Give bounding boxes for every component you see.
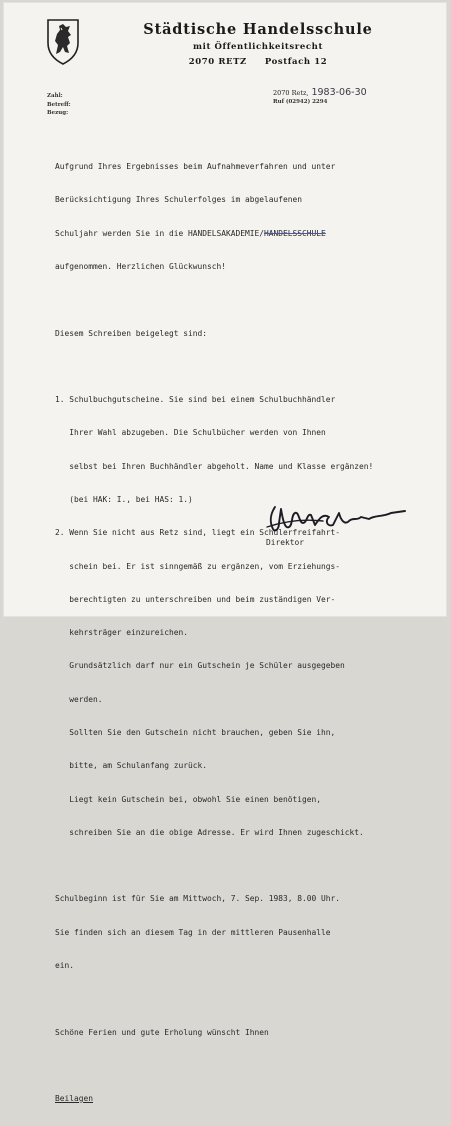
list-item-line: Ihrer Wahl abzugeben. Die Schulbücher werden von Ihnen [55,428,326,438]
list-item-line: Liegt kein Gutschein bei, obwohl Sie einen benötigen, [55,794,322,804]
signature-icon [265,499,415,537]
list-item-line: bitte, am Schulanfang zurück. [55,761,208,771]
body-line: Berücksichtigung Ihres Schulerfolges im abgelaufenen [55,195,303,205]
city-coat-of-arms-icon [47,19,79,65]
body-line [55,228,435,239]
body-line: Aufgrund Ihres Ergebnisses beim Aufnahmeverfahren und unter [55,162,336,172]
school-subtitle: mit Öffentlichkeitsrecht [193,42,323,52]
date-line [273,87,367,98]
signer-title: Direktor [266,538,305,547]
list-item-line: schein bei. Er ist sinngemäß zu ergänzen, vom Erziehungs- [55,561,341,571]
list-item-line: Sollten Sie den Gutschein nicht brauchen, geben Sie ihn, [55,727,336,737]
body-text: Schuljahr werden Sie in die HANDELSAKADEMIE/ [55,228,265,238]
closing-line: Schöne Ferien und gute Erholung wünscht Ihnen [55,1027,269,1037]
letter-body [55,139,435,1126]
school-address [103,57,413,67]
list-item-line: kehrsträger einzureichen. [55,628,189,638]
bezug-label: Bezug: [47,110,69,116]
body-line: aufgenommen. Herzlichen Glückwunsch! [55,262,227,272]
zahl-label: Zahl: [47,93,63,99]
address-box: Postfach 12 [264,57,328,67]
list-item-line: werden. [55,694,103,704]
letter-page [3,2,447,1104]
struck-out-text: HANDELSSCHULE [264,228,326,238]
list-item-line: schreiben Sie an die obige Adresse. Er wird Ihnen zugeschickt. [55,827,364,837]
list-item-line: selbst bei Ihren Buchhändler abgeholt. Name und Klasse ergänzen! [55,461,374,471]
list-item-line: 1. Schulbuchgutscheine. Sie sind bei einem Schulbuchhändler [55,395,336,405]
school-name: Städtische Handelsschule [143,21,373,38]
address-city: 2070 RETZ [188,57,247,67]
body-line: ein. [55,960,75,970]
list-item-line: berechtigten zu unterschreiben und beim zuständigen Ver- [55,594,336,604]
list-item-line: 2. Wenn Sie nicht aus Retz sind, liegt ein Schülerfreifahrt- [55,528,341,538]
body-line: Schulbeginn ist für Sie am Mittwoch, 7. Sep. 1983, 8.00 Uhr. [55,894,341,904]
list-item-line: (bei HAK: I., bei HAS: 1.) [55,495,193,504]
body-line: Sie finden sich an diesem Tag in der mittleren Pausenhalle [55,927,331,937]
handwritten-date: 1983-06-30 [311,87,367,98]
beilagen-label: Beilagen [55,1094,94,1104]
reference-fields [47,92,71,118]
body-line: Diesem Schreiben beigelegt sind: [55,328,208,338]
list-item-line: Grundsätzlich darf nur ein Gutschein je Schüler ausgegeben [55,661,345,671]
phone-number: Ruf (02942) 2294 [273,99,328,105]
betreff-label: Betreff: [47,101,71,108]
date-prefix: 2070 Retz, [273,89,309,97]
